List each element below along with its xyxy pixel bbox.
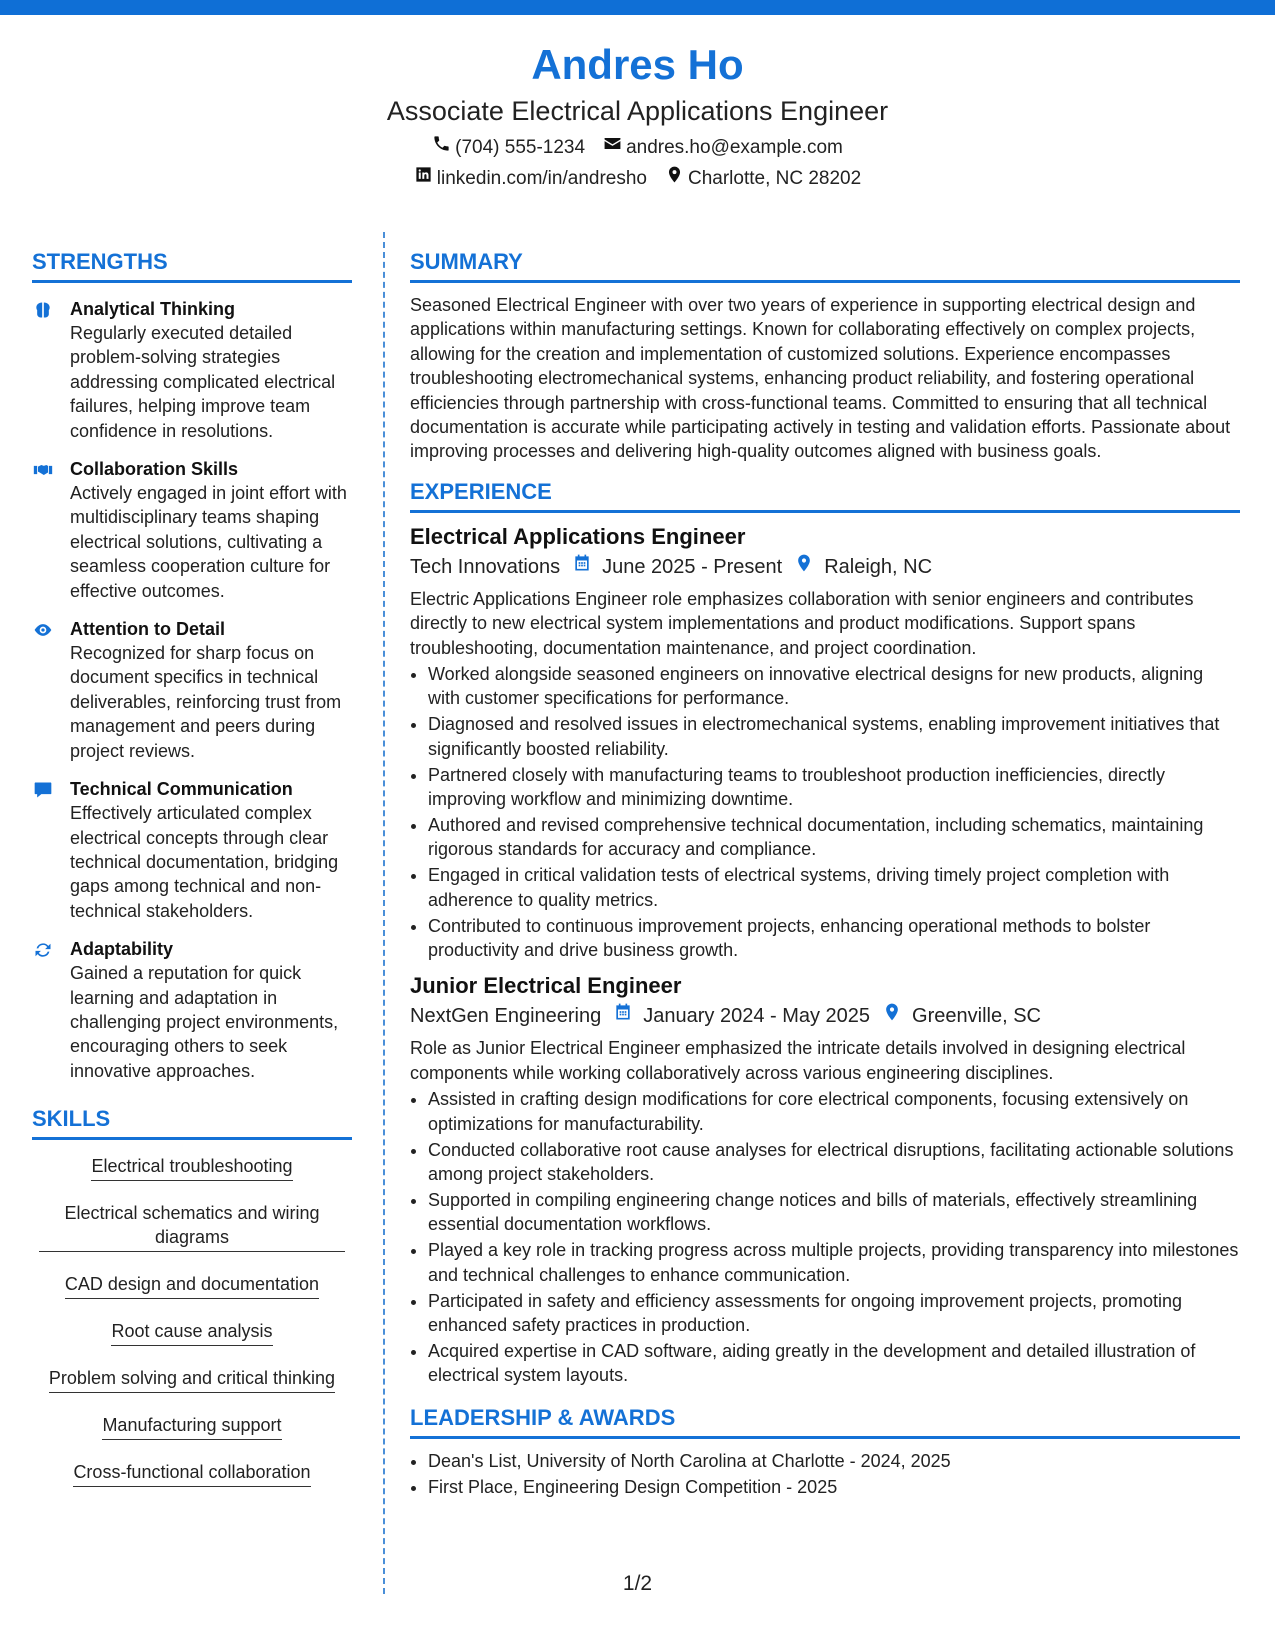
candidate-title: Associate Electrical Applications Engineer — [386, 96, 889, 126]
strength-item — [32, 297, 352, 443]
contact-phone — [432, 132, 585, 163]
strength-title: Collaboration Skills — [70, 459, 239, 480]
phone-icon — [432, 132, 451, 163]
email-text: andres.ho@example.com — [626, 137, 843, 158]
job-title: Junior Electrical Engineer — [410, 973, 682, 999]
bullet-item: • Played a key role in tracking progress across multiple projects, providing transparency into milestones and technical challenges to enhance communication. — [428, 1238, 1240, 1287]
sync-icon — [32, 937, 56, 1083]
job-dates-text: June 2025 - Present — [602, 555, 783, 578]
right-column — [410, 248, 1240, 1500]
map-pin-icon — [882, 1002, 902, 1030]
brain-icon — [32, 297, 56, 443]
comment-icon — [32, 777, 56, 923]
strength-item — [32, 937, 352, 1083]
job-dates — [613, 1002, 870, 1030]
job-location — [882, 1002, 1041, 1030]
page-number: 1/2 — [622, 1572, 653, 1595]
job-bullets — [410, 662, 1240, 962]
job-description: Role as Junior Electrical Engineer emphasized the intricate details involved in designing electrical components while working collaboratively across various engineering disciplines. — [410, 1038, 1186, 1083]
bullet-item: • Diagnosed and resolved issues in electromechanical systems, enabling improvement initiatives that significantly boosted reliability. — [428, 712, 1240, 761]
strength-item — [32, 457, 352, 603]
contact-linkedin — [414, 163, 647, 194]
job-location — [794, 553, 932, 581]
job-dates — [572, 553, 782, 581]
summary-heading: SUMMARY — [410, 248, 1240, 283]
job-location-text: Greenville, SC — [912, 1005, 1041, 1028]
award-item: • Dean's List, University of North Carolina at Charlotte - 2024, 2025 — [428, 1449, 1240, 1473]
eye-icon — [32, 617, 56, 763]
job-entry — [410, 972, 1240, 1387]
map-pin-icon — [665, 163, 684, 194]
strength-title: Adaptability — [70, 939, 174, 960]
bullet-item: • Conducted collaborative root cause analyses for electrical disruptions, facilitating actionable solutions among project stakeholders. — [428, 1138, 1240, 1187]
strength-title: Analytical Thinking — [70, 299, 236, 319]
strength-title: Attention to Detail — [70, 619, 225, 640]
strengths-heading: STRENGTHS — [32, 248, 352, 283]
strength-description: Gained a reputation for quick learning and adaptation in challenging project environments, encouraging others to seek innovative approaches. — [70, 963, 339, 1081]
skill-item: Electrical troubleshooting — [91, 1154, 292, 1181]
bullet-item: • Worked alongside seasoned engineers on innovative electrical designs for new products, aligning with customer specifications for performance. — [428, 662, 1240, 711]
bullet-item: • Assisted in crafting design modifications for core electrical components, focusing extensively on optimizations for manufacturability. — [428, 1087, 1240, 1136]
linkedin-text: linkedin.com/in/andresho — [436, 168, 647, 189]
awards-list — [410, 1449, 1240, 1499]
phone-text: (704) 555-1234 — [455, 137, 586, 158]
skill-item: Cross-functional collaboration — [73, 1460, 310, 1487]
top-accent-bar — [0, 0, 1275, 15]
left-column — [32, 248, 352, 1507]
contact-location — [665, 163, 861, 194]
job-location-text: Raleigh, NC — [824, 555, 933, 578]
job-meta — [410, 553, 1240, 581]
bullet-item: • Partnered closely with manufacturing teams to troubleshoot production inefficiencies, directly improving workflow and minimizing downtime. — [428, 763, 1240, 812]
skills-list — [32, 1154, 352, 1487]
map-pin-icon — [794, 553, 814, 581]
strength-title: Technical Communication — [70, 779, 293, 800]
skills-heading: SKILLS — [32, 1105, 352, 1140]
job-meta — [410, 1002, 1240, 1030]
contact-row-2 — [0, 163, 1275, 194]
resume-header — [0, 40, 1275, 194]
calendar-icon — [572, 553, 592, 581]
job-company: NextGen Engineering — [410, 1005, 602, 1028]
experience-heading: EXPERIENCE — [410, 478, 1240, 513]
strength-item — [32, 617, 352, 763]
skill-item: Root cause analysis — [111, 1319, 272, 1346]
handshake-icon — [32, 457, 56, 603]
strength-description: Actively engaged in joint effort with multidisciplinary teams shaping electrical solutions, cultivating a seamless cooperation culture for effective outcomes. — [70, 483, 347, 601]
bullet-item: • Participated in safety and efficiency assessments for ongoing improvement projects, promoting enhanced safety practices in production. — [428, 1289, 1240, 1338]
bullet-item: • Engaged in critical validation tests of electrical systems, driving timely project completion with adherence to quality metrics. — [428, 863, 1240, 912]
contact-row-1 — [0, 132, 1275, 163]
bullet-item: • Authored and revised comprehensive technical documentation, including schematics, maintaining rigorous standards for accuracy and compliance. — [428, 813, 1240, 862]
award-item: • First Place, Engineering Design Competition - 2025 — [428, 1475, 1240, 1499]
job-bullets — [410, 1087, 1240, 1387]
contact-email — [603, 132, 843, 163]
location-text: Charlotte, NC 28202 — [687, 168, 862, 189]
skill-item: Electrical schematics and wiring diagrams — [39, 1201, 345, 1252]
bullet-item: • Contributed to continuous improvement projects, enhancing operational methods to bolster productivity and drive business growth. — [428, 914, 1240, 963]
summary-text: Seasoned Electrical Engineer with over two years of experience in supporting electrical design and applications within manufacturing settings. Known for collaborating effectively on complex projects, allowing for the creation and implementation of customized solutions. Experience encompasses troubleshooting electromechanical systems, enhancing product reliability, and fostering operational efficiencies through partnership with cross-functional teams. Committed to ensuring that all technical documentation is accurate while participating actively in testing and validation efforts. Passionate about improving processes and delivering high-quality outcomes aligned with business goals. — [410, 295, 1231, 462]
bullet-item: • Supported in compiling engineering change notices and bills of materials, effectively streamlining essential documentation workflows. — [428, 1188, 1240, 1237]
job-title: Electrical Applications Engineer — [410, 523, 746, 549]
bullet-item: • Acquired expertise in CAD software, aiding greatly in the development and detailed illustration of electrical system layouts. — [428, 1339, 1240, 1388]
job-entry — [410, 523, 1240, 963]
awards-heading: LEADERSHIP & AWARDS — [410, 1404, 1240, 1439]
linkedin-icon — [414, 163, 433, 194]
skill-item: Manufacturing support — [102, 1413, 281, 1440]
skill-item: Problem solving and critical thinking — [49, 1366, 335, 1393]
skill-item: CAD design and documentation — [65, 1272, 319, 1299]
strength-description: Recognized for sharp focus on document specifics in technical deliverables, reinforcing trust from management and peers during project reviews. — [70, 643, 342, 761]
column-divider — [383, 232, 385, 1594]
strength-description: Effectively articulated complex electrical concepts through clear technical documentation, bridging gaps among technical and non-technical stakeholders. — [70, 803, 339, 921]
candidate-name: Andres Ho — [531, 41, 744, 88]
strength-item — [32, 777, 352, 923]
calendar-icon — [613, 1002, 633, 1030]
envelope-icon — [603, 132, 622, 163]
job-company: Tech Innovations — [410, 555, 561, 578]
job-dates-text: January 2024 - May 2025 — [643, 1005, 871, 1028]
strength-description: Regularly executed detailed problem-solving strategies addressing complicated electrical failures, helping improve team confidence in resolutions. — [70, 323, 336, 441]
job-description: Electric Applications Engineer role emphasizes collaboration with senior engineers and contributes directly to new electrical system implementations and product modifications. Support spans troubleshooting, documentation maintenance, and project coordination. — [410, 588, 1194, 658]
